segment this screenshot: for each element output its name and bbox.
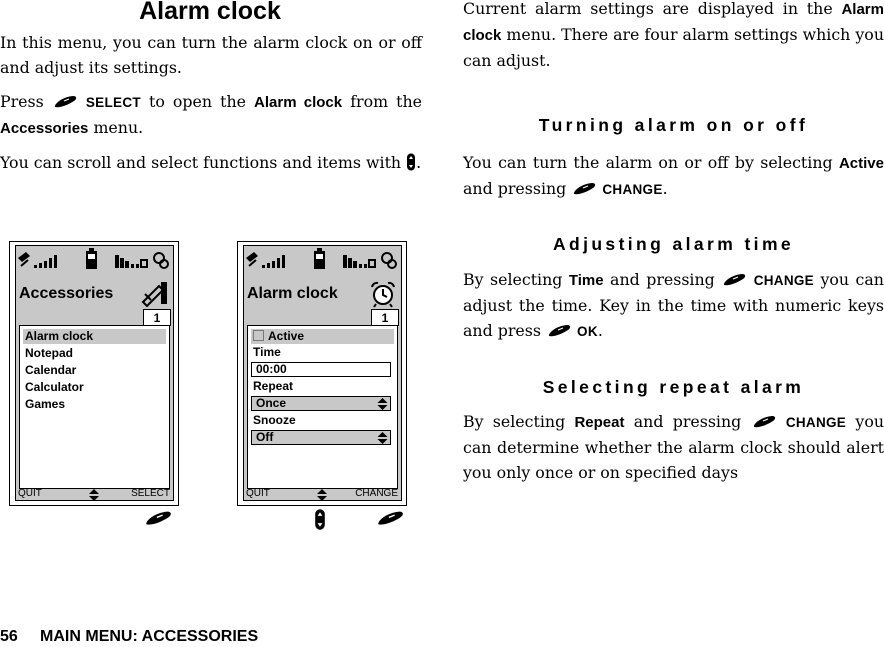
ok-key-icon [546, 324, 572, 337]
menu-item-notepad[interactable]: Notepad [25, 346, 73, 360]
alarm-clock-keyword: Alarm clock [254, 94, 343, 111]
screen-title: Accessories [19, 285, 114, 302]
snooze-label: Snooze [253, 413, 296, 427]
scroll-indicator-icon [89, 489, 99, 501]
time-field[interactable] [251, 362, 391, 377]
text-s3-c: you can determine whether the alarm clock should alert you only once or on specified days [463, 412, 884, 482]
repeat-label: Repeat [253, 379, 294, 393]
tab-number: 1 [143, 309, 171, 326]
repeat-keyword: Repeat [574, 414, 625, 431]
intro-paragraph: In this menu, you can turn the alarm clock on or off and adjust its settings. [0, 33, 422, 77]
text-menu: menu. [93, 118, 144, 137]
text-s2-b: and pressing [610, 270, 715, 289]
right-column [463, 0, 884, 485]
time-keyword: Time [568, 272, 604, 289]
screen-title: Alarm clock [247, 285, 338, 302]
accessories-keyword: Accessories [0, 120, 89, 137]
select-key-icon [52, 95, 78, 108]
section-heading-repeat: Selecting repeat alarm [542, 377, 805, 397]
repeat-select[interactable] [251, 396, 391, 411]
scroll-key-icon [406, 153, 416, 171]
scroll-key-icon [314, 508, 326, 531]
softkey-bar [16, 487, 173, 501]
snooze-select[interactable] [251, 430, 391, 445]
page-footer [0, 628, 258, 646]
text-s3: By selecting [463, 412, 566, 431]
change-key-icon [375, 509, 405, 527]
quit-softkey[interactable]: QUIT [18, 488, 42, 499]
alarm-clock-keyword: Alarm clock [463, 1, 884, 44]
page-title: Alarm clock [139, 0, 281, 25]
change-key-icon [571, 182, 597, 195]
active-toggle[interactable] [251, 329, 394, 344]
status-bar-icons [16, 246, 173, 278]
active-keyword: Active [838, 155, 884, 172]
change-keyword: CHANGE [753, 273, 814, 288]
change-keyword: CHANGE [602, 182, 663, 197]
snooze-spinner-icon [377, 432, 388, 444]
menu-item-calculator[interactable]: Calculator [25, 380, 84, 394]
active-label: Active [268, 329, 305, 343]
text-s2: By selecting [463, 270, 563, 289]
phone-display [15, 245, 174, 501]
change-key-icon [751, 415, 777, 428]
time-value: 00:00 [256, 362, 287, 376]
text-s3-b: and pressing [633, 412, 742, 431]
phone-display [243, 245, 402, 501]
snooze-value: Off [256, 430, 274, 444]
page-number: 56 [0, 628, 18, 645]
softkey-bar [244, 487, 401, 501]
text-period: . [662, 179, 668, 198]
status-bar-icons [244, 246, 401, 278]
time-paragraph [463, 267, 884, 344]
repeat-value: Once [256, 396, 287, 410]
text-s1-b: and pressing [463, 179, 567, 198]
settings-pane [247, 325, 398, 489]
repeat-paragraph [463, 409, 884, 485]
intro-paragraph [463, 0, 884, 73]
text-to-open: to open the [149, 92, 246, 111]
select-key-icon [143, 509, 173, 527]
repeat-spinner-icon [377, 398, 388, 410]
tab-number: 1 [371, 309, 399, 326]
text-from-the: from the [350, 92, 422, 111]
section-heading-time: Adjusting alarm time [552, 234, 795, 254]
phone-screen-accessories [9, 241, 179, 506]
on-off-paragraph [463, 150, 884, 202]
change-softkey[interactable]: CHANGE [355, 488, 398, 499]
tools-icon [141, 280, 169, 308]
scroll-indicator-icon [317, 489, 327, 501]
ok-keyword: OK [577, 324, 598, 339]
text-period: . [597, 321, 603, 340]
menu-item-alarm-clock[interactable]: Alarm clock [23, 329, 166, 344]
menu-list [19, 325, 170, 489]
text-period: . [416, 153, 422, 172]
footer-section: MAIN MENU: ACCESSORIES [40, 628, 259, 645]
menu-item-calendar[interactable]: Calendar [25, 363, 77, 377]
active-checkbox[interactable] [253, 330, 264, 341]
text-s2-c: you can adjust the time. Key in the time with numeric keys and press [463, 270, 884, 340]
change-key-icon [721, 273, 747, 286]
time-label: Time [253, 345, 281, 359]
section-heading-on-off: Turning alarm on or off [538, 115, 809, 135]
scroll-paragraph [0, 150, 422, 175]
press-select-paragraph [0, 89, 422, 141]
change-keyword: CHANGE [785, 415, 847, 430]
select-keyword: SELECT [85, 95, 141, 110]
text-press: Press [0, 92, 44, 111]
text-intro-rest: menu. There are four alarm settings which you can adjust. [463, 25, 884, 70]
select-softkey[interactable]: SELECT [131, 488, 170, 499]
text-intro: Current alarm settings are displayed in the [463, 0, 833, 18]
text-s1: You can turn the alarm on or off by selecting [463, 153, 833, 172]
left-column [0, 30, 422, 184]
text-scroll: You can scroll and select functions and items with [0, 153, 402, 172]
phone-screen-alarm-clock [237, 241, 407, 506]
menu-item-games[interactable]: Games [25, 397, 66, 411]
alarm-clock-icon [369, 280, 397, 308]
quit-softkey[interactable]: QUIT [246, 488, 270, 499]
